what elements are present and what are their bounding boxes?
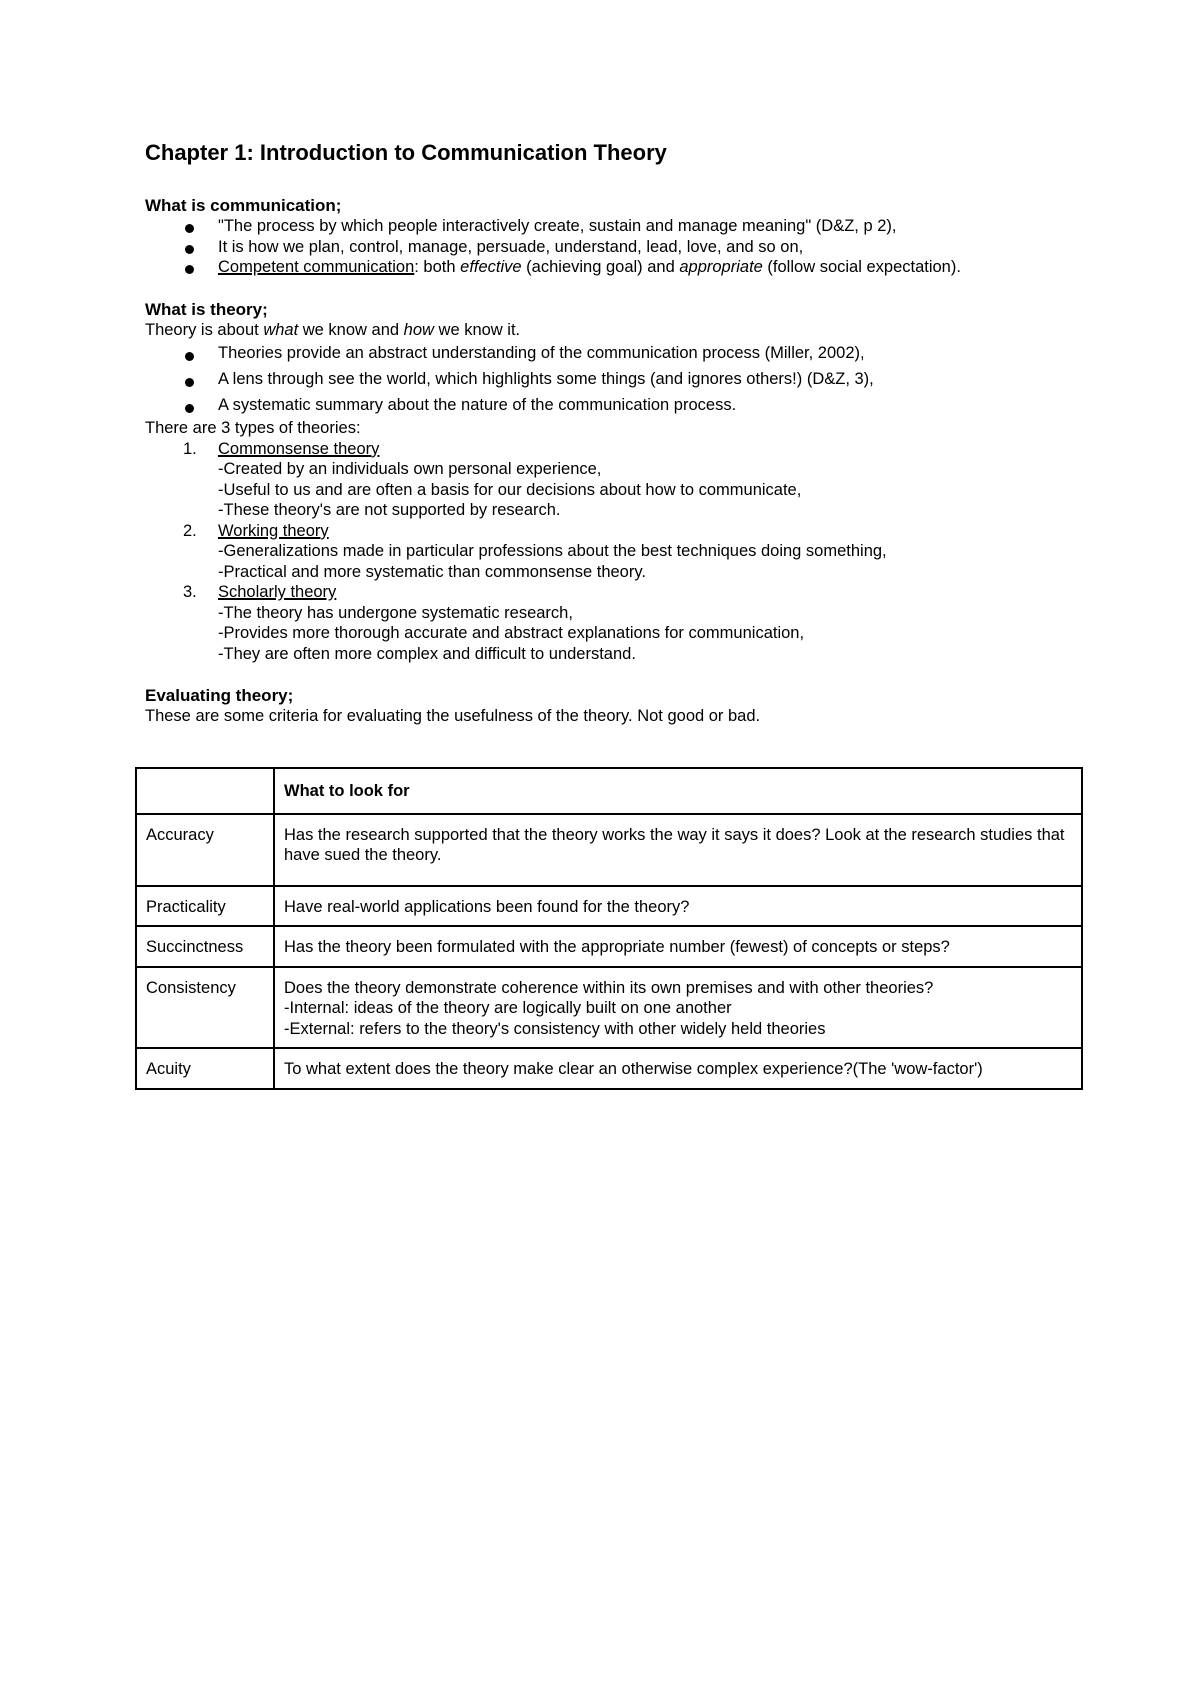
document-page: [145, 140, 1090, 727]
criteria-table: [135, 767, 1083, 1090]
type-line: -They are often more complex and difficult to understand.: [218, 644, 636, 663]
list-item: [145, 216, 1090, 237]
bullet-text: "The process by which people interactively create, sustain and manage meaning" (D&Z, p 2),: [218, 217, 897, 235]
type-name: Scholarly theory: [218, 583, 337, 601]
theory-intro: [145, 320, 1090, 341]
table-row: [136, 967, 1082, 1049]
list-item: Theories provide an abstract understanding of the communication process (Miller, 2002),: [145, 340, 1090, 366]
description-line: Have real-world applications been found for the theory?: [284, 897, 690, 916]
description-cell: [274, 967, 1082, 1049]
theory-heading: What is theory;: [145, 299, 268, 319]
emphasis: how: [403, 320, 434, 339]
emphasis: appropriate: [679, 258, 763, 276]
types-intro: There are 3 types of theories:: [145, 419, 361, 437]
description-line: Has the theory been formulated with the appropriate number (fewest) of concepts or steps?: [284, 938, 950, 956]
type-name: Commonsense theory: [218, 439, 380, 458]
description-cell: [274, 926, 1082, 967]
description-cell: [274, 1048, 1082, 1089]
competent-term: Competent communication: [218, 258, 415, 276]
type-line: -These theory's are not supported by research.: [218, 501, 561, 519]
table-header-cell: [136, 768, 274, 814]
evaluating-intro: These are some criteria for evaluating the usefulness of the theory. Not good or bad.: [145, 707, 761, 725]
criterion-cell: Accuracy: [136, 814, 274, 886]
type-line: -Practical and more systematic than commonsense theory.: [218, 562, 646, 581]
description-line: Has the research supported that the theory works the way it says it does? Look at the research studies that have sued the theory.: [284, 825, 1065, 864]
description-line: -External: refers to the theory's consistency with other widely held theories: [284, 1019, 826, 1038]
description-line: -Internal: ideas of the theory are logically built on one another: [284, 999, 732, 1017]
table-row: [136, 926, 1082, 967]
list-number: 1.: [183, 439, 197, 458]
intro-text: we know and: [298, 320, 404, 339]
table-row: [136, 814, 1082, 886]
description-cell: [274, 886, 1082, 927]
communication-heading: What is communication;: [145, 196, 342, 215]
description-line: To what extent does the theory make clear an otherwise complex experience?(The 'wow-factor'): [284, 1060, 983, 1078]
page-title: Chapter 1: Introduction to Communication Theory: [145, 140, 667, 165]
list-item: [145, 521, 1090, 583]
type-line: -The theory has undergone systematic research,: [218, 603, 573, 622]
type-line: -Created by an individuals own personal experience,: [218, 460, 602, 478]
type-line: -Useful to us and are often a basis for our decisions about how to communicate,: [218, 480, 802, 499]
theory-types-list: [145, 439, 1090, 665]
intro-text: Theory is about: [145, 320, 264, 339]
criterion-cell: Succinctness: [136, 926, 274, 967]
emphasis: effective: [460, 258, 522, 276]
bullet-text: It is how we plan, control, manage, persuade, understand, lead, love, and so on,: [218, 237, 804, 256]
list-number: 3.: [183, 583, 197, 601]
list-number: 2.: [183, 521, 197, 540]
table-row: [136, 1048, 1082, 1089]
intro-text: we know it.: [433, 320, 521, 339]
table-header-row: [136, 768, 1082, 814]
type-name: Working theory: [218, 521, 329, 540]
bullet-text: (achieving goal) and: [521, 258, 680, 276]
description-cell: [274, 814, 1082, 886]
list-item: A lens through see the world, which highlights some things (and ignores others!) (D&Z, 3),: [145, 366, 1090, 392]
type-line: -Provides more thorough accurate and abstract explanations for communication,: [218, 624, 805, 642]
table-header-cell: What to look for: [274, 768, 1082, 814]
emphasis: what: [263, 320, 299, 339]
communication-list: [145, 216, 1090, 278]
criterion-cell: Acuity: [136, 1048, 274, 1089]
description-line: Does the theory demonstrate coherence within its own premises and with other theories?: [284, 978, 934, 997]
list-item: A systematic summary about the nature of the communication process.: [145, 392, 1090, 418]
criterion-cell: Practicality: [136, 886, 274, 927]
bullet-text: : both: [414, 258, 461, 276]
list-item: [145, 582, 1090, 664]
criterion-cell: Consistency: [136, 967, 274, 1049]
bullet-text: (follow social expectation).: [762, 258, 961, 276]
theory-list: [145, 340, 1090, 418]
type-line: -Generalizations made in particular professions about the best techniques doing something,: [218, 542, 887, 560]
list-item: [145, 439, 1090, 521]
list-item: [145, 237, 1090, 258]
list-item: [145, 257, 1090, 278]
evaluating-heading: Evaluating theory;: [145, 686, 294, 705]
table-row: [136, 886, 1082, 927]
